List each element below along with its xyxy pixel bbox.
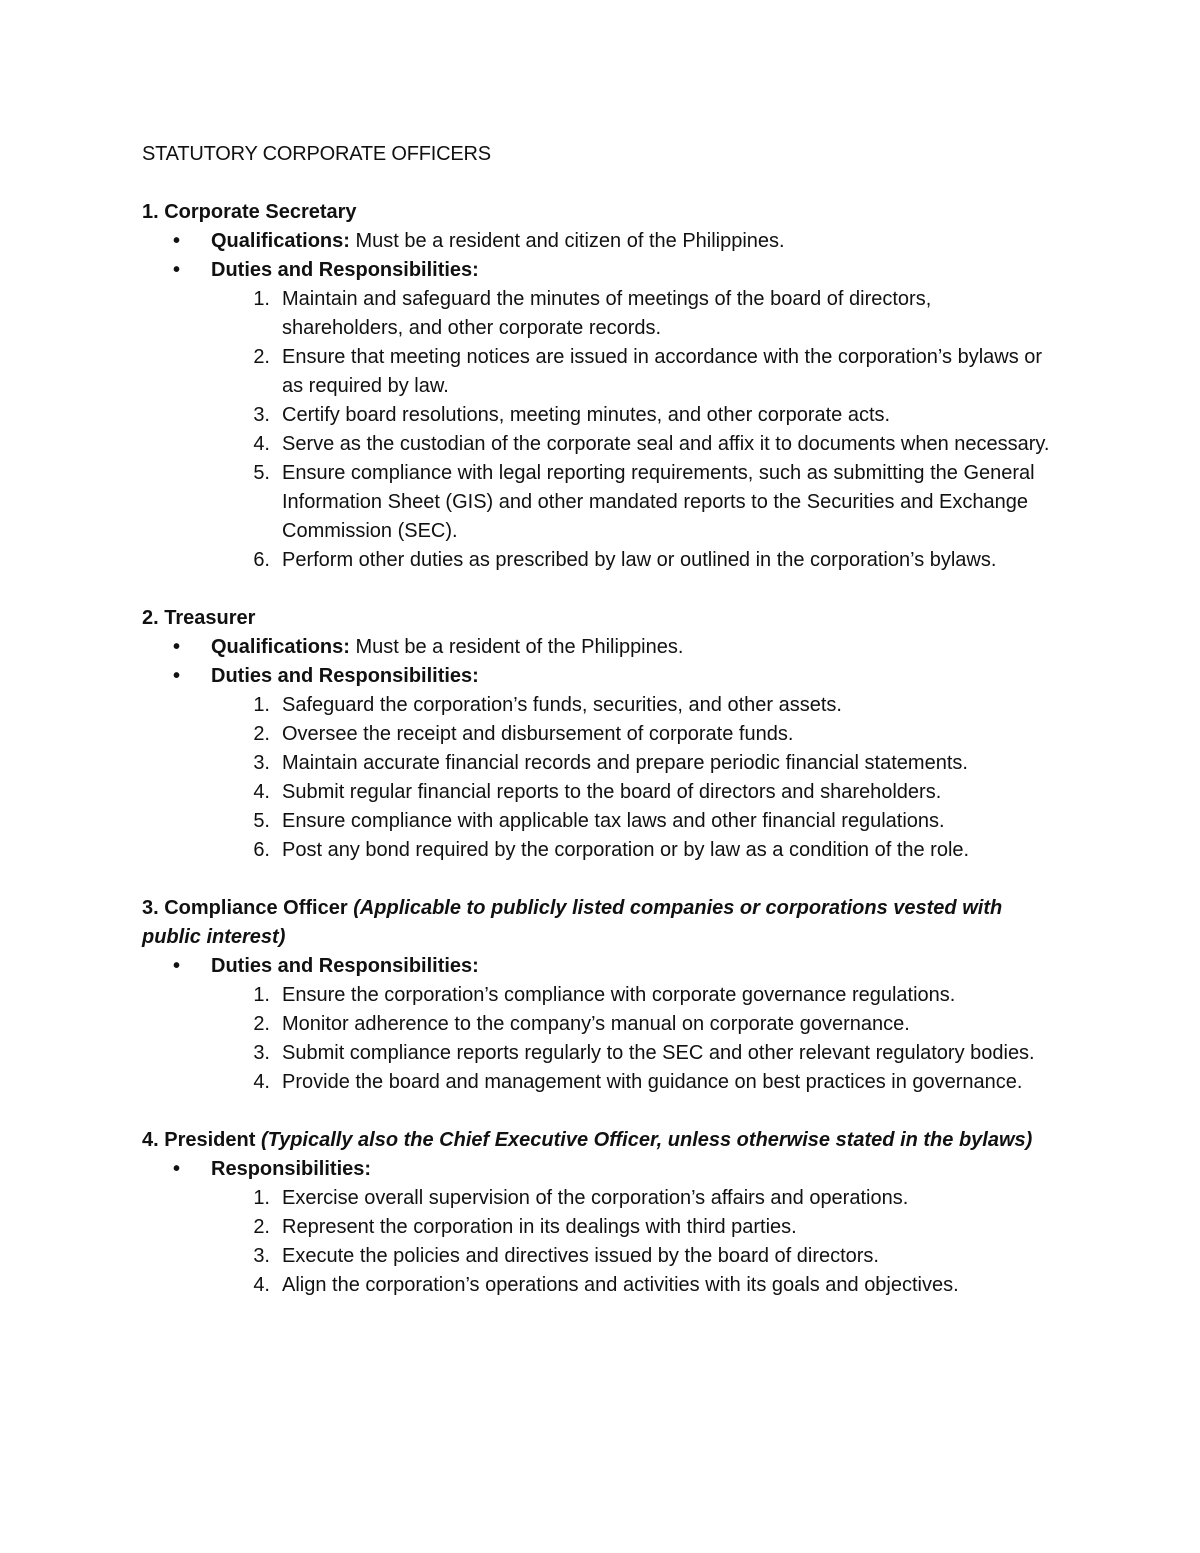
bullet-icon: • [173,636,181,658]
list-item [142,981,1052,1010]
numbered-list [142,285,1052,575]
bullet-label: Duties and Responsibilities: [211,259,479,281]
numbered-list [142,691,1052,865]
list-item [142,1271,1052,1300]
list-item [142,343,1052,401]
list-item-text: Submit compliance reports regularly to the SEC and other relevant regulatory bodies. [282,1042,1035,1064]
bullet-icon: • [173,665,181,687]
bullet-text: Must be a resident and citizen of the Philippines. [349,230,785,252]
list-item [142,459,1052,546]
bullet-icon: • [173,955,181,977]
document-page [142,140,1052,1329]
section-note: (Applicable to publicly listed companies or corporations vested with public interest) [142,897,1003,948]
list-item [142,401,1052,430]
bullet-item [142,952,1052,981]
list-item [142,285,1052,343]
list-item [142,1039,1052,1068]
section-heading: 3. Compliance Officer [142,897,348,919]
bullet-item [142,662,1052,691]
list-item [142,720,1052,749]
list-item-number: 3. [253,1042,270,1064]
list-item-number: 5. [253,810,270,832]
list-item-number: 4. [253,1071,270,1093]
list-item [142,1213,1052,1242]
list-item-text: Represent the corporation in its dealings with third parties. [282,1216,797,1238]
list-item-number: 2. [253,346,270,368]
list-item-text: Provide the board and management with guidance on best practices in governance. [282,1071,1023,1093]
list-item-text: Maintain accurate financial records and prepare periodic financial statements. [282,752,968,774]
list-item-text: Certify board resolutions, meeting minutes, and other corporate acts. [282,404,891,426]
list-item-number: 1. [253,288,270,310]
bullet-label: Qualifications: [211,636,350,658]
bullet-item [142,227,1052,256]
section-heading-line [142,604,1052,633]
list-item-text: Maintain and safeguard the minutes of meetings of the board of directors, shareholders, and other corporate records. [282,288,932,339]
list-item [142,836,1052,865]
list-item [142,691,1052,720]
bullet-icon: • [173,230,181,252]
section [142,894,1052,1097]
bullet-list [142,227,1052,575]
bullet-list [142,952,1052,1097]
list-item-text: Exercise overall supervision of the corporation’s affairs and operations. [282,1187,909,1209]
numbered-list [142,1184,1052,1300]
list-item-number: 1. [253,694,270,716]
list-item [142,778,1052,807]
list-item-number: 5. [253,462,270,484]
list-item [142,430,1052,459]
list-item-number: 4. [253,433,270,455]
sections-container [142,198,1052,1300]
list-item-number: 2. [253,1216,270,1238]
list-item-number: 6. [253,549,270,571]
list-item [142,807,1052,836]
bullet-item [142,1155,1052,1184]
bullet-item [142,633,1052,662]
section-heading-line [142,894,1052,952]
section-heading-line [142,1126,1052,1155]
list-item-number: 4. [253,781,270,803]
list-item [142,1184,1052,1213]
section-note: (Typically also the Chief Executive Officer, unless otherwise stated in the bylaws) [260,1129,1033,1151]
list-item-number: 3. [253,752,270,774]
list-item [142,1068,1052,1097]
list-item-number: 3. [253,404,270,426]
list-item-number: 2. [253,723,270,745]
numbered-list [142,981,1052,1097]
section-heading-line [142,198,1052,227]
list-item-text: Execute the policies and directives issued by the board of directors. [282,1245,879,1267]
list-item-number: 3. [253,1245,270,1267]
bullet-label: Duties and Responsibilities: [211,955,479,977]
list-item-text: Serve as the custodian of the corporate seal and affix it to documents when necessary. [282,433,1050,455]
list-item-text: Submit regular financial reports to the board of directors and shareholders. [282,781,942,803]
document-title: STATUTORY CORPORATE OFFICERS [142,143,491,165]
list-item-number: 1. [253,984,270,1006]
bullet-list [142,633,1052,865]
section-heading: 2. Treasurer [142,607,256,629]
list-item-text: Post any bond required by the corporation or by law as a condition of the role. [282,839,970,861]
list-item-text: Ensure that meeting notices are issued in accordance with the corporation’s bylaws or as required by law. [282,346,1043,397]
section [142,604,1052,865]
list-item-text: Monitor adherence to the company’s manual on corporate governance. [282,1013,910,1035]
bullet-label: Qualifications: [211,230,350,252]
bullet-list [142,1155,1052,1300]
list-item-number: 2. [253,1013,270,1035]
bullet-label: Responsibilities: [211,1158,372,1180]
list-item [142,1242,1052,1271]
list-item-text: Perform other duties as prescribed by law or outlined in the corporation’s bylaws. [282,549,997,571]
section [142,1126,1052,1300]
list-item-number: 1. [253,1187,270,1209]
list-item-text: Oversee the receipt and disbursement of corporate funds. [282,723,794,745]
list-item-text: Ensure compliance with legal reporting requirements, such as submitting the General Information Sheet (GIS) and other mandated reports to the Securities and Exchange Commission (SEC). [282,462,1035,542]
list-item [142,546,1052,575]
list-item-text: Ensure compliance with applicable tax laws and other financial regulations. [282,810,945,832]
bullet-icon: • [173,259,181,281]
bullet-label: Duties and Responsibilities: [211,665,479,687]
list-item-text: Ensure the corporation’s compliance with corporate governance regulations. [282,984,956,1006]
list-item [142,749,1052,778]
list-item-text: Align the corporation’s operations and activities with its goals and objectives. [282,1274,959,1296]
list-item-number: 6. [253,839,270,861]
list-item-number: 4. [253,1274,270,1296]
section-heading: 1. Corporate Secretary [142,201,357,223]
section-heading: 4. President [142,1129,256,1151]
bullet-text: Must be a resident of the Philippines. [349,636,684,658]
bullet-item [142,256,1052,285]
list-item [142,1010,1052,1039]
list-item-text: Safeguard the corporation’s funds, securities, and other assets. [282,694,842,716]
section [142,198,1052,575]
bullet-icon: • [173,1158,181,1180]
